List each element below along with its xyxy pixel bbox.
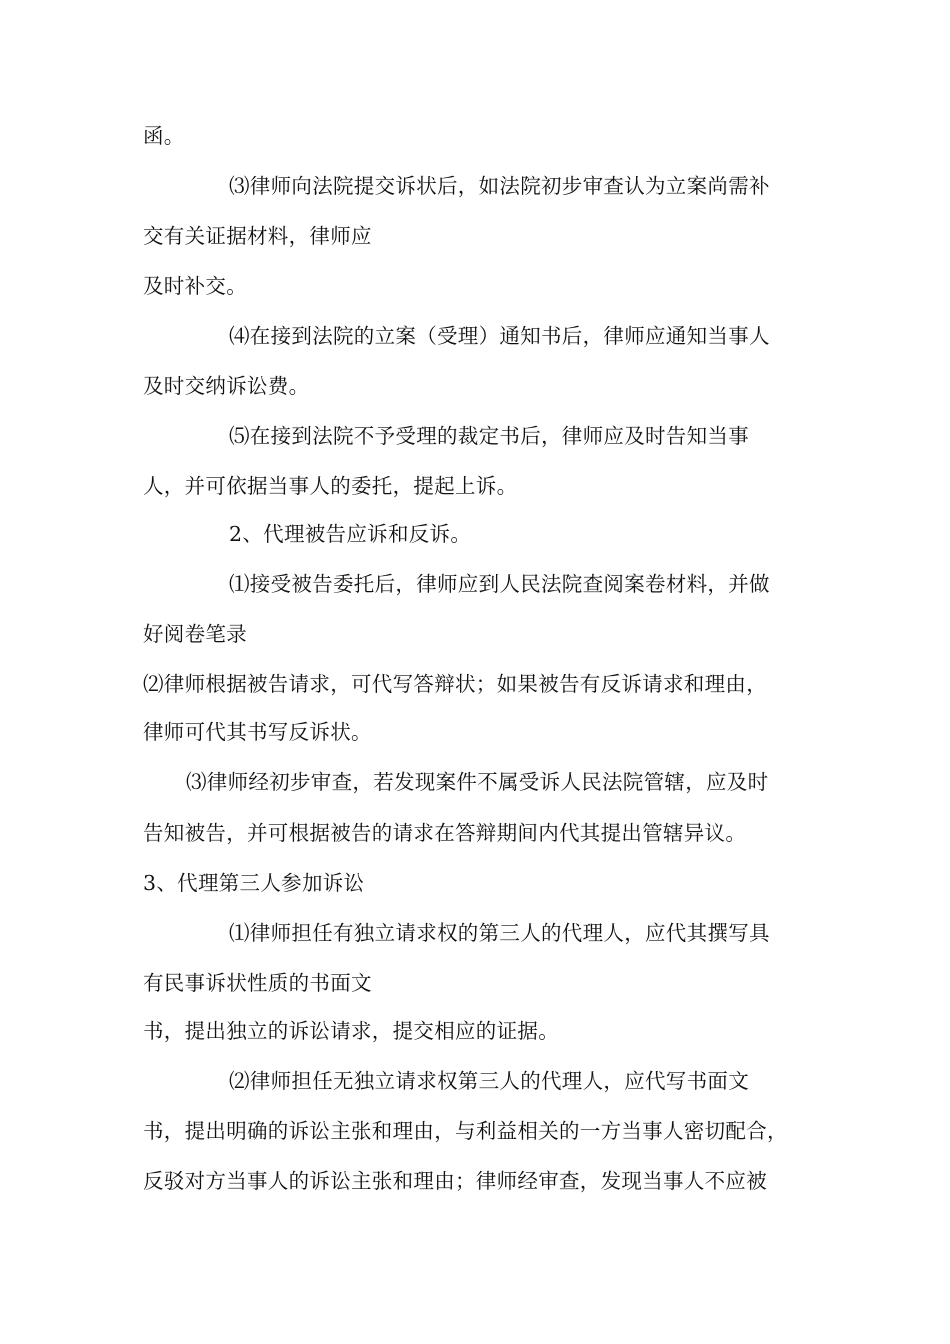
text-line: 及时补交。: [143, 274, 247, 298]
text-line: 书，提出明确的诉讼主张和理由，与利益相关的一方当事人密切配合，: [143, 1119, 788, 1143]
text-line: ⑸在接到法院不予受理的裁定书后，律师应及时告知当事: [229, 424, 749, 448]
text-line: 及时交纳诉讼费。: [143, 374, 310, 398]
text-line: 书，提出独立的诉讼请求，提交相应的证据。: [143, 1019, 559, 1043]
text-line: 好阅卷笔录: [143, 622, 247, 646]
text-line: 反驳对方当事人的诉讼主张和理由；律师经审查，发现当事人不应被: [143, 1169, 767, 1193]
text-line: ⑶律师经初步审查，若发现案件不属受诉人民法院管辖，应及时: [186, 770, 769, 794]
text-line: ⑴接受被告委托后，律师应到人民法院查阅案卷材料，并做: [229, 572, 770, 596]
text-line: 律师可代其书写反诉状。: [143, 720, 372, 744]
text-line: ⑵律师根据被告请求，可代写答辩状；如果被告有反诉请求和理由，: [143, 672, 767, 696]
text-line: ⑵律师担任无独立请求权第三人的代理人，应代写书面文: [229, 1069, 749, 1093]
text-line: 交有关证据材料，律师应: [143, 224, 372, 248]
text-line: ⑶律师向法院提交诉状后，如法院初步审查认为立案尚需补: [229, 174, 770, 198]
section-heading: 3、代理第三人参加诉讼: [143, 871, 365, 895]
text-line: ⑴律师担任有独立请求权的第三人的代理人，应代其撰写具: [229, 921, 770, 945]
section-heading: 2、代理被告应诉和反诉。: [229, 522, 472, 546]
text-line: 告知被告，并可根据被告的请求在答辩期间内代其提出管辖异议。: [143, 821, 747, 845]
text-line: 人，并可依据当事人的委托，提起上诉。: [143, 474, 518, 498]
text-line: 函。: [143, 124, 185, 148]
text-line: ⑷在接到法院的立案（受理）通知书后，律师应通知当事人: [229, 324, 770, 348]
text-line: 有民事诉状性质的书面文: [143, 971, 372, 995]
